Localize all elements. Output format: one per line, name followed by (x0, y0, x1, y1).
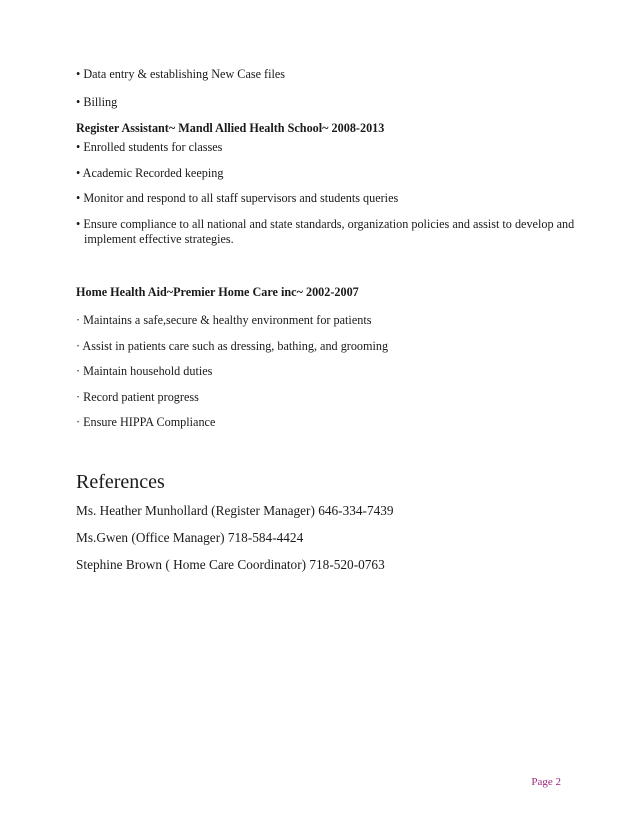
bullet-safe-environment: · Maintains a safe,secure & healthy environment for patients (76, 313, 372, 327)
reference-heather-munhollard: Ms. Heather Munhollard (Register Manager) 646-334-7439 (76, 503, 394, 518)
bullet-data-entry: • Data entry & establishing New Case files (76, 67, 286, 81)
bullet-record-progress: · Record patient progress (76, 390, 199, 404)
reference-gwen: Ms.Gwen (Office Manager) 718-584-4424 (76, 530, 304, 545)
bullet-patient-care: · Assist in patients care such as dressing, bathing, and grooming (76, 339, 389, 353)
bullet-household-duties: · Maintain household duties (76, 364, 213, 378)
bullet-hippa-compliance: · Ensure HIPPA Compliance (76, 415, 216, 429)
bullet-academic-records: • Academic Recorded keeping (76, 166, 224, 180)
bullet-ensure-compliance: • Ensure compliance to all national and state standards, organization policies and assist to develop and (76, 217, 575, 231)
references-title: References (76, 471, 165, 493)
bullet-monitor-queries: • Monitor and respond to all staff supervisors and students queries (76, 191, 399, 205)
reference-stephine-brown: Stephine Brown ( Home Care Coordinator) 718-520-0763 (76, 557, 385, 572)
bullet-billing: • Billing (76, 95, 118, 109)
bullet-enrolled-students: • Enrolled students for classes (76, 140, 223, 154)
job-heading-home-health-aid: Home Health Aid~Premier Home Care inc~ 2002-2007 (76, 285, 359, 299)
page-number: Page 2 (531, 776, 561, 788)
bullet-ensure-compliance-cont: implement effective strategies. (84, 232, 234, 246)
job-heading-register-assistant: Register Assistant~ Mandl Allied Health School~ 2008-2013 (76, 121, 385, 135)
